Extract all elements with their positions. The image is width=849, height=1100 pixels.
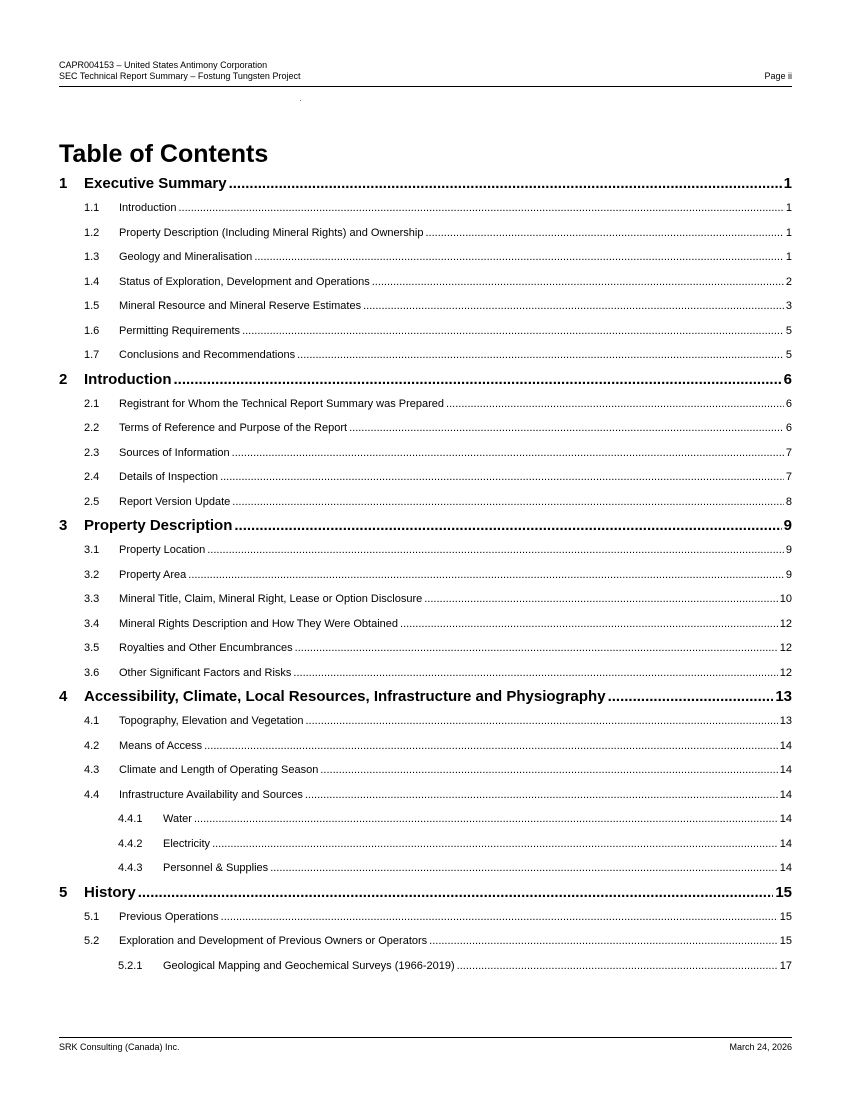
toc-leader-dots bbox=[446, 392, 784, 417]
toc-entry-label: Royalties and Other Encumbrances bbox=[119, 642, 293, 654]
toc-entry-page: 9 bbox=[785, 544, 792, 556]
toc-entry-label: Infrastructure Availability and Sources bbox=[119, 788, 303, 801]
toc-entry-number: 1.3 bbox=[84, 251, 100, 263]
toc-entry-page: 9 bbox=[783, 517, 792, 534]
toc-entry[interactable] bbox=[59, 954, 792, 979]
toc-entry[interactable] bbox=[59, 563, 792, 588]
toc-entry-label: Property Area bbox=[119, 568, 187, 581]
toc-leader-dots bbox=[372, 270, 784, 295]
toc-leader-dots bbox=[229, 172, 782, 196]
toc-entry[interactable] bbox=[59, 661, 792, 686]
toc-entry-number: 1 bbox=[59, 175, 68, 192]
toc-entry-page: 14 bbox=[779, 739, 792, 752]
toc-entry-label: Property Location bbox=[119, 544, 206, 556]
toc-entry-page: 15 bbox=[775, 883, 792, 901]
footer-divider bbox=[59, 1037, 792, 1038]
toc-entry[interactable] bbox=[59, 319, 792, 344]
scan-speck bbox=[300, 100, 301, 101]
toc-entry[interactable] bbox=[59, 245, 792, 270]
toc-entry-number: 3.3 bbox=[84, 593, 100, 605]
toc-entry-label: Executive Summary bbox=[84, 175, 227, 192]
toc-leader-dots bbox=[349, 416, 784, 441]
toc-entry[interactable] bbox=[59, 709, 792, 734]
toc-entry[interactable] bbox=[59, 758, 792, 783]
toc-entry-label: Other Significant Factors and Risks bbox=[119, 666, 292, 679]
toc-entry[interactable] bbox=[59, 172, 792, 196]
toc-entry-number: 4 bbox=[59, 688, 68, 705]
toc-entry-page: 7 bbox=[785, 446, 792, 459]
toc-entry-label: Sources of Information bbox=[119, 446, 230, 459]
toc-entry[interactable] bbox=[59, 587, 792, 612]
footer-company: SRK Consulting (Canada) Inc. bbox=[59, 1042, 180, 1052]
toc-entry-label: Registrant for Whom the Technical Report Summary was Prepared bbox=[119, 397, 445, 410]
toc-entry-label: Climate and Length of Operating Season bbox=[119, 764, 319, 776]
toc-leader-dots bbox=[188, 563, 784, 588]
toc-entry-label: Report Version Update bbox=[119, 495, 231, 508]
toc-entry-page: 7 bbox=[785, 471, 792, 483]
toc-entry[interactable] bbox=[59, 343, 792, 368]
toc-leader-dots bbox=[242, 319, 784, 344]
toc-entry-page: 6 bbox=[785, 397, 792, 410]
toc-entry-label: Means of Access bbox=[119, 739, 203, 752]
toc-entry-label: Mineral Title, Claim, Mineral Right, Lease or Option Disclosure bbox=[119, 593, 423, 605]
toc-entry-page: 14 bbox=[779, 813, 792, 825]
toc-entry-label: Exploration and Development of Previous Owners or Operators bbox=[119, 935, 428, 947]
toc-entry-page: 2 bbox=[785, 275, 792, 288]
toc-entry-label: Conclusions and Recommendations bbox=[119, 349, 296, 361]
header-divider bbox=[59, 86, 792, 87]
toc-leader-dots bbox=[424, 587, 778, 612]
toc-leader-dots bbox=[220, 465, 784, 490]
toc-entry-label: Permitting Requirements bbox=[119, 324, 241, 337]
toc-entry-number: 1.7 bbox=[84, 349, 100, 361]
toc-entry-number: 4.3 bbox=[84, 764, 100, 776]
toc-entry-label: Mineral Resource and Mineral Reserve Estimates bbox=[119, 300, 362, 312]
toc-entry-number: 1.4 bbox=[84, 275, 100, 288]
toc-entry-number: 3.4 bbox=[84, 617, 100, 630]
toc-entry-number: 5.1 bbox=[84, 910, 100, 923]
toc-entry-page: 15 bbox=[779, 935, 792, 947]
toc-entry-label: Details of Inspection bbox=[119, 471, 219, 483]
toc-leader-dots bbox=[363, 294, 784, 319]
toc-entry[interactable] bbox=[59, 196, 792, 221]
toc-entry-number: 3 bbox=[59, 517, 68, 534]
page-title: Table of Contents bbox=[59, 140, 269, 168]
page-header bbox=[59, 60, 792, 82]
toc-entry-number: 3.5 bbox=[84, 642, 100, 654]
toc-entry-number: 3.1 bbox=[84, 544, 100, 556]
toc-leader-dots bbox=[305, 783, 778, 808]
toc-leader-dots bbox=[320, 758, 777, 783]
toc-leader-dots bbox=[254, 245, 784, 270]
toc-entry-number: 4.4 bbox=[84, 788, 100, 801]
page-footer bbox=[59, 1042, 792, 1053]
table-of-contents bbox=[59, 172, 792, 978]
toc-entry-page: 6 bbox=[785, 422, 792, 434]
toc-leader-dots bbox=[173, 368, 781, 392]
toc-entry-label: Accessibility, Climate, Local Resources, Infrastructure and Physiography bbox=[84, 688, 606, 705]
toc-entry-label: Geology and Mineralisation bbox=[119, 251, 253, 263]
toc-entry-label: Previous Operations bbox=[119, 910, 219, 923]
toc-entry-number: 1.1 bbox=[84, 202, 100, 214]
toc-entry-number: 2.1 bbox=[84, 397, 100, 410]
toc-entry-page: 1 bbox=[783, 175, 792, 192]
toc-entry-page: 14 bbox=[779, 788, 792, 801]
footer-date: March 24, 2026 bbox=[729, 1042, 792, 1052]
toc-entry[interactable] bbox=[59, 368, 792, 392]
toc-leader-dots bbox=[429, 929, 778, 954]
toc-entry-page: 12 bbox=[779, 617, 792, 630]
toc-entry-page: 17 bbox=[779, 959, 792, 972]
toc-entry-number: 5.2.1 bbox=[118, 959, 143, 972]
toc-leader-dots bbox=[457, 954, 778, 979]
toc-entry[interactable] bbox=[59, 514, 792, 538]
toc-entry-number: 2.2 bbox=[84, 422, 100, 434]
toc-entry-page: 3 bbox=[785, 300, 792, 312]
toc-entry[interactable] bbox=[59, 490, 792, 515]
toc-entry-label: Topography, Elevation and Vegetation bbox=[119, 715, 304, 727]
toc-leader-dots bbox=[207, 538, 784, 563]
toc-entry-page: 12 bbox=[779, 642, 792, 654]
toc-entry-page: 15 bbox=[779, 910, 792, 923]
toc-leader-dots bbox=[178, 196, 783, 221]
toc-entry-label: Personnel & Supplies bbox=[163, 862, 269, 874]
toc-leader-dots bbox=[297, 343, 784, 368]
toc-leader-dots bbox=[425, 221, 783, 246]
toc-entry-number: 1.2 bbox=[84, 226, 100, 239]
toc-entry[interactable] bbox=[59, 441, 792, 466]
toc-entry[interactable] bbox=[59, 929, 792, 954]
toc-entry-label: Introduction bbox=[119, 202, 177, 214]
toc-entry[interactable] bbox=[59, 465, 792, 490]
toc-entry[interactable] bbox=[59, 881, 792, 905]
toc-leader-dots bbox=[232, 490, 784, 515]
toc-leader-dots bbox=[400, 612, 778, 637]
toc-entry-page: 14 bbox=[779, 837, 792, 850]
toc-leader-dots bbox=[234, 514, 781, 538]
toc-entry[interactable] bbox=[59, 832, 792, 857]
toc-entry-label: Water bbox=[163, 813, 192, 825]
toc-entry-page: 9 bbox=[785, 568, 792, 581]
toc-entry[interactable] bbox=[59, 783, 792, 808]
toc-entry[interactable] bbox=[59, 538, 792, 563]
toc-entry-page: 5 bbox=[785, 324, 792, 337]
toc-entry-number: 1.6 bbox=[84, 324, 100, 337]
toc-entry-number: 2 bbox=[59, 370, 68, 388]
toc-entry-label: Mineral Rights Description and How They Were Obtained bbox=[119, 617, 399, 630]
toc-entry[interactable] bbox=[59, 807, 792, 832]
toc-entry-label: Property Description (Including Mineral Rights) and Ownership bbox=[119, 226, 424, 239]
toc-entry-number: 4.4.1 bbox=[118, 813, 143, 825]
header-doc-id: CAPR004153 – United States Antimony Corporation bbox=[59, 60, 268, 70]
toc-entry-number: 4.2 bbox=[84, 739, 100, 752]
toc-entry-number: 4.4.2 bbox=[118, 837, 143, 850]
toc-leader-dots bbox=[194, 807, 778, 832]
toc-entry-number: 5.2 bbox=[84, 935, 100, 947]
toc-entry-page: 6 bbox=[783, 370, 792, 388]
toc-entry-page: 10 bbox=[779, 593, 792, 605]
toc-entry-number: 2.4 bbox=[84, 471, 100, 483]
toc-leader-dots bbox=[295, 636, 778, 661]
toc-leader-dots bbox=[232, 441, 784, 466]
toc-entry-page: 1 bbox=[785, 226, 792, 239]
toc-entry-page: 1 bbox=[785, 202, 792, 214]
toc-entry-label: Terms of Reference and Purpose of the Report bbox=[119, 422, 348, 434]
toc-entry[interactable] bbox=[59, 734, 792, 759]
toc-entry[interactable] bbox=[59, 685, 792, 709]
toc-entry-label: Property Description bbox=[84, 517, 233, 534]
toc-entry-number: 1.5 bbox=[84, 300, 100, 312]
toc-leader-dots bbox=[138, 881, 774, 905]
toc-leader-dots bbox=[270, 856, 778, 881]
toc-entry-number: 3.6 bbox=[84, 666, 100, 679]
toc-entry[interactable] bbox=[59, 636, 792, 661]
toc-entry-number: 2.5 bbox=[84, 495, 100, 508]
header-page-number: Page ii bbox=[764, 71, 792, 81]
toc-entry-label: History bbox=[84, 883, 136, 901]
header-report-title: SEC Technical Report Summary – Fostung Tungsten Project bbox=[59, 71, 301, 81]
toc-leader-dots bbox=[293, 661, 777, 686]
toc-entry[interactable] bbox=[59, 612, 792, 637]
toc-entry-page: 5 bbox=[785, 349, 792, 361]
toc-entry[interactable] bbox=[59, 392, 792, 417]
toc-entry-number: 4.4.3 bbox=[118, 862, 143, 874]
toc-entry-page: 14 bbox=[779, 862, 792, 874]
toc-entry-label: Introduction bbox=[84, 370, 172, 388]
toc-entry-number: 3.2 bbox=[84, 568, 100, 581]
toc-entry-label: Geological Mapping and Geochemical Surveys (1966-2019) bbox=[163, 959, 455, 972]
toc-leader-dots bbox=[204, 734, 778, 759]
toc-entry[interactable] bbox=[59, 416, 792, 441]
toc-leader-dots bbox=[608, 685, 774, 709]
toc-entry[interactable] bbox=[59, 270, 792, 295]
toc-entry-number: 5 bbox=[59, 883, 68, 901]
toc-entry-page: 13 bbox=[775, 688, 792, 705]
toc-entry-page: 8 bbox=[785, 495, 792, 508]
toc-leader-dots bbox=[306, 709, 778, 734]
toc-entry-page: 1 bbox=[785, 251, 792, 263]
toc-entry-page: 13 bbox=[779, 715, 792, 727]
toc-entry[interactable] bbox=[59, 221, 792, 246]
toc-leader-dots bbox=[221, 905, 778, 930]
toc-entry-label: Status of Exploration, Development and Operations bbox=[119, 275, 370, 288]
toc-leader-dots bbox=[212, 832, 778, 857]
toc-entry-number: 4.1 bbox=[84, 715, 100, 727]
toc-entry[interactable] bbox=[59, 856, 792, 881]
toc-entry-number: 2.3 bbox=[84, 446, 100, 459]
toc-entry-page: 14 bbox=[779, 764, 792, 776]
toc-entry-label: Electricity bbox=[163, 837, 211, 850]
toc-entry[interactable] bbox=[59, 294, 792, 319]
toc-entry-page: 12 bbox=[779, 666, 792, 679]
toc-entry[interactable] bbox=[59, 905, 792, 930]
